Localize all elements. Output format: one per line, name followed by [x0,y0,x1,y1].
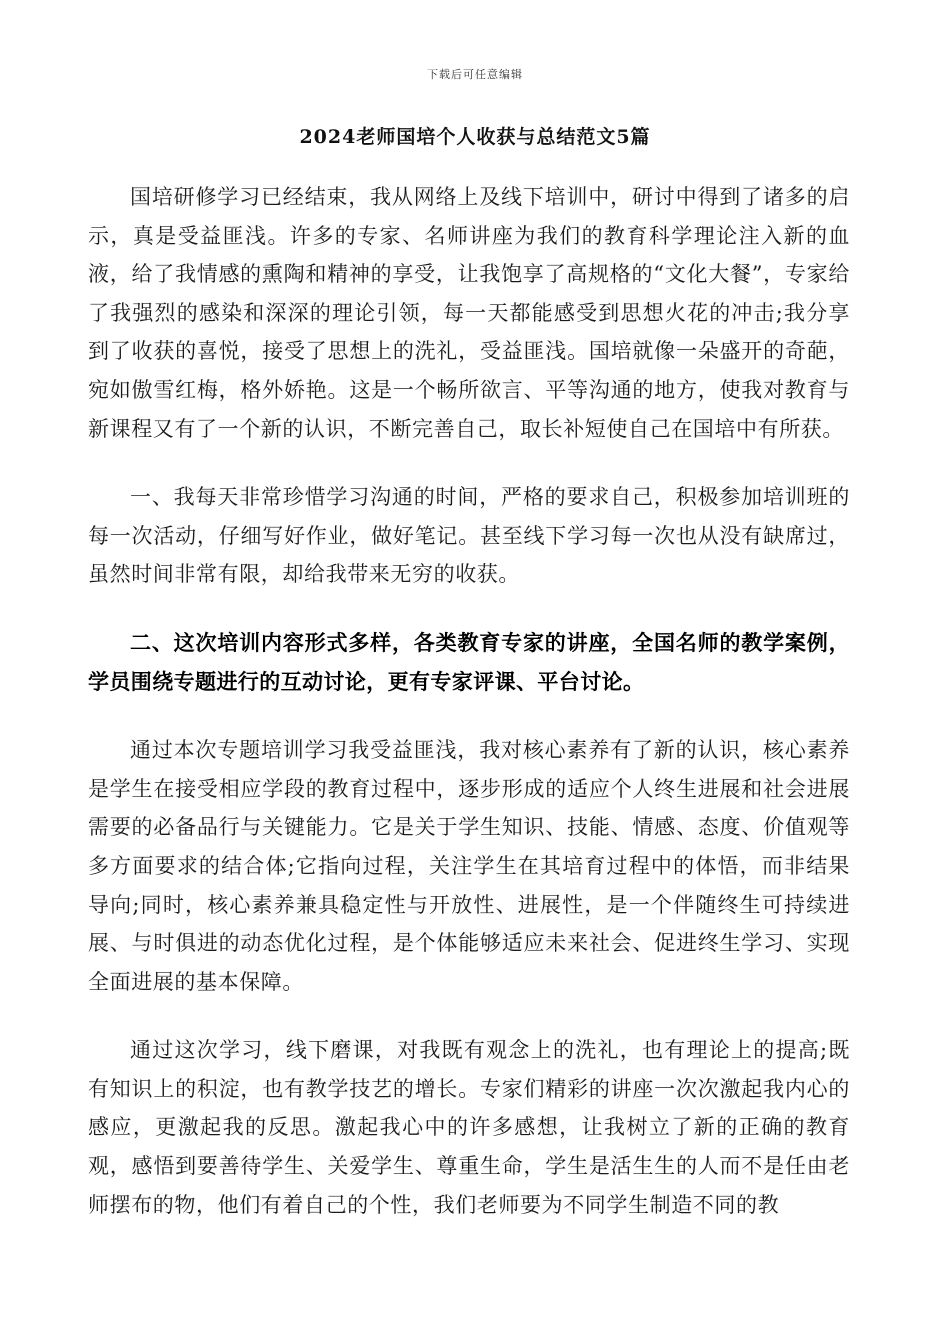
header-note: 下载后可任意编辑 [427,68,523,81]
paragraph-point-one: 一、我每天非常珍惜学习沟通的时间，严格的要求自己，积极参加培训班的每一次活动，仔细写好作业，做好笔记。甚至线下学习每一次也从没有缺席过，虽然时间非常有限，却给我带来无穷的收获。 [88,485,850,587]
document-title: 2024老师国培个人收获与总结范文5篇 [299,126,651,148]
document-body [88,178,850,1224]
paragraph-core-literacy: 通过本次专题培训学习我受益匪浅，我对核心素养有了新的认识，核心素养是学生在接受相应学段的教育过程中，逐步形成的适应个人终生进展和社会进展需要的必备品行与关键能力。它是关于学生知识、技能、情感、态度、价值观等多方面要求的结合体;它指向过程，关注学生在其培育过程中的体悟，而非结果导向;同时，核心素养兼具稳定性与开放性、进展性，是一个伴随终生可持续进展、与时俱进的动态优化过程，是个体能够适应未来社会、促进终生学习、实现全面进展的基本保障。 [88,738,850,994]
paragraph-learning-reflection: 通过这次学习，线下磨课，对我既有观念上的洗礼，也有理论上的提高;既有知识上的积淀，也有教学技艺的增长。专家们精彩的讲座一次次激起我内心的感应，更激起我的反思。激起我心中的许多感想，让我树立了新的正确的教育观，感悟到要善待学生、关爱学生、尊重生命，学生是活生生的人而不是任由老师摆布的物，他们有着自己的个性，我们老师要为不同学生制造不同的教 [88,1038,850,1217]
paragraph-intro: 国培研修学习已经结束，我从网络上及线下培训中，研讨中得到了诸多的启示，真是受益匪浅。许多的专家、名师讲座为我们的教育科学理论注入新的血液，给了我情感的熏陶和精神的享受，让我饱享了高规格的“文化大餐”，专家给了我强烈的感染和深深的理论引领，每一天都能感受到思想火花的冲击;我分享到了收获的喜悦，接受了思想上的洗礼，受益匪浅。国培就像一朵盛开的奇葩，宛如傲雪红梅，格外娇艳。这是一个畅所欲言、平等沟通的地方，使我对教育与新课程又有了一个新的认识，不断完善自己，取长补短使自己在国培中有所获。 [88,185,850,441]
paragraph-point-two-heading: 二、这次培训内容形式多样，各类教育专家的讲座，全国名师的教学案例，学员围绕专题进行的互动讨论，更有专家评课、平台讨论。 [88,629,850,694]
